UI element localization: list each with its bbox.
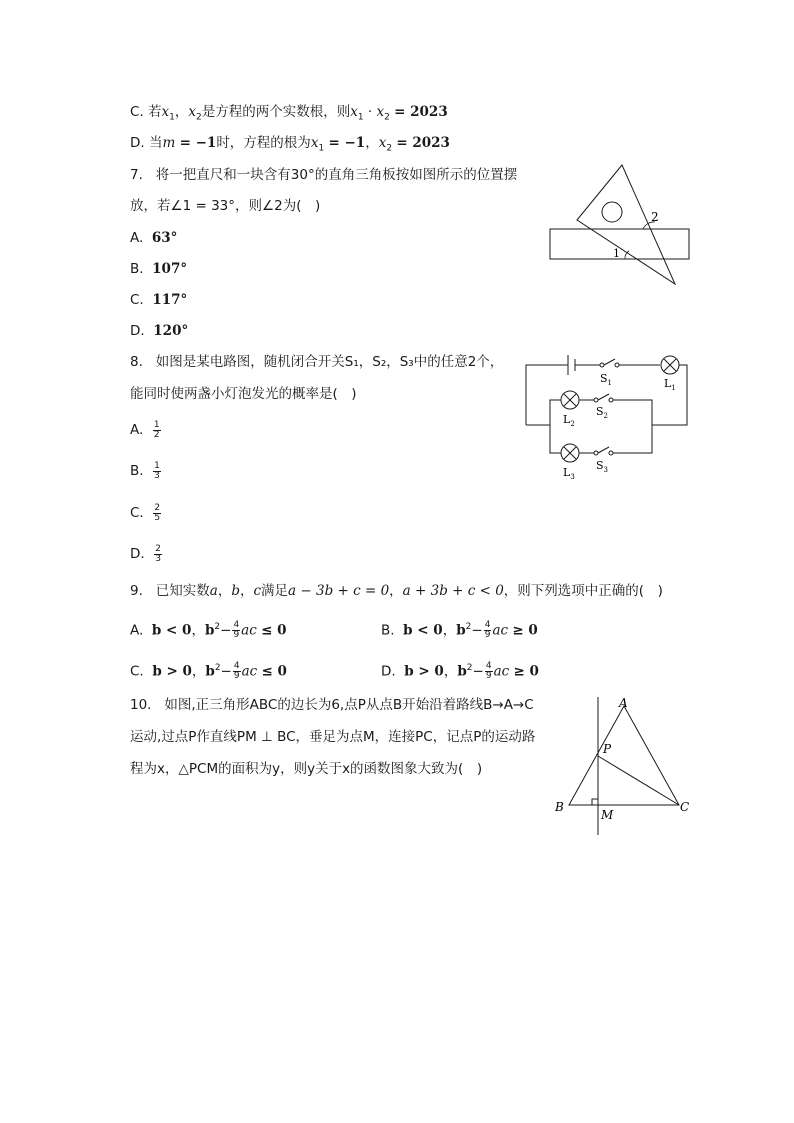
question-text: 将一把直尺和一块含有30°的直角三角板按如图所示的位置摆 xyxy=(155,167,518,183)
q10-stem-line3: 程为x，△PCM的面积为y，则y关于x的函数图象大致为( ) xyxy=(130,761,483,777)
angle-1-label: 1 xyxy=(613,247,620,260)
option-text: 是方程的两个实数根，则 xyxy=(201,104,351,120)
lamp-l3-label: $L_3$ xyxy=(563,466,575,481)
vertex-a-label: A xyxy=(619,696,628,710)
lamp-l1-label: $L_1$ xyxy=(664,377,676,392)
q7-stem-line2: 放，若∠1 = 33°，则∠2为( ) xyxy=(130,198,321,214)
point-p-label: P xyxy=(603,742,612,756)
q8-stem-line2: 能同时使两盏小灯泡发光的概率是( ) xyxy=(130,386,357,402)
point-m-label: M xyxy=(601,808,614,822)
q7-option-a: A. 63° xyxy=(130,230,178,246)
vertex-b-label: B xyxy=(555,800,564,814)
angle-2-label: 2 xyxy=(651,210,659,224)
q10-triangle-figure xyxy=(552,695,697,840)
q7-stem-line1 xyxy=(130,165,517,185)
q8-option-c: C. $\frac{2}{5}$ xyxy=(130,502,161,523)
q7-option-b: B. 107° xyxy=(130,261,188,277)
q8-option-a: A. $\frac{1}{2}$ xyxy=(130,419,160,440)
q9-stem: 9. 已知实数a，b，c满足a − 3b + c = 0，a + 3b + c < 0，则下列选项中正确的( ) xyxy=(130,583,663,599)
option-text: 若 xyxy=(148,104,162,120)
q9-option-a: A. b < 0，$b^2-$ $\frac{4}{9}$ ac ≤ 0 xyxy=(130,620,287,640)
set-square xyxy=(577,165,675,284)
vertex-c-label: C xyxy=(680,800,690,814)
q9-option-d: D. b > 0，$b^2-$ $\frac{4}{9}$ ac ≥ 0 xyxy=(381,661,539,681)
switch-s3-label: $S_3$ xyxy=(596,459,609,474)
set-square-hole xyxy=(602,202,622,222)
q8-circuit-figure xyxy=(520,345,695,485)
option-label: C. xyxy=(130,104,144,120)
q7-option-d: D. 120° xyxy=(130,323,189,339)
q9-option-b: B. b < 0，$b^2-$ $\frac{4}{9}$ ac ≥ 0 xyxy=(381,620,538,640)
question-number: 7. xyxy=(130,167,143,183)
q8-option-d: D. $\frac{2}{3}$ xyxy=(130,543,162,564)
q6-option-c: C. 若$x_1$，$x_2$是方程的两个实数根，则$x_1 \cdot x_2 = 2023$ xyxy=(130,104,448,123)
switch-s1-label: $S_1$ xyxy=(600,372,613,387)
option-text: 时，方程的根为 xyxy=(216,135,311,151)
q8-option-b: B. $\frac{1}{3}$ xyxy=(130,460,160,481)
lamp-l2-label: $L_2$ xyxy=(563,413,575,428)
q8-stem-line1: 8. 如图是某电路图，随机闭合开关S₁，S₂，S₃中的任意2个， xyxy=(130,354,504,370)
equation: = 2023 xyxy=(396,135,450,151)
q10-stem-line1: 10. 如图,正三角形ABC的边长为6,点P从点B开始沿着路线B→A→C xyxy=(130,697,534,713)
q10-stem-line2: 运动,过点P作直线PM ⊥ BC，垂足为点M，连接PC，记点P的运动路 xyxy=(130,729,536,745)
switch-s2-label: $S_2$ xyxy=(596,405,609,420)
option-text: 当 xyxy=(148,135,163,151)
option-label: D. xyxy=(130,135,145,151)
q7-ruler-triangle-figure xyxy=(545,160,695,290)
equation: = 2023 xyxy=(394,104,448,120)
q9-option-c: C. b > 0，$b^2-$ $\frac{4}{9}$ ac ≤ 0 xyxy=(130,661,287,681)
equation: = −1 xyxy=(179,135,217,151)
q6-option-d: D. 当m = −1时，方程的根为$x_1 = -1$，$x_2 = 2023$ xyxy=(130,135,450,154)
equation: = −1 xyxy=(328,135,366,151)
q7-option-c: C. 117° xyxy=(130,292,188,308)
